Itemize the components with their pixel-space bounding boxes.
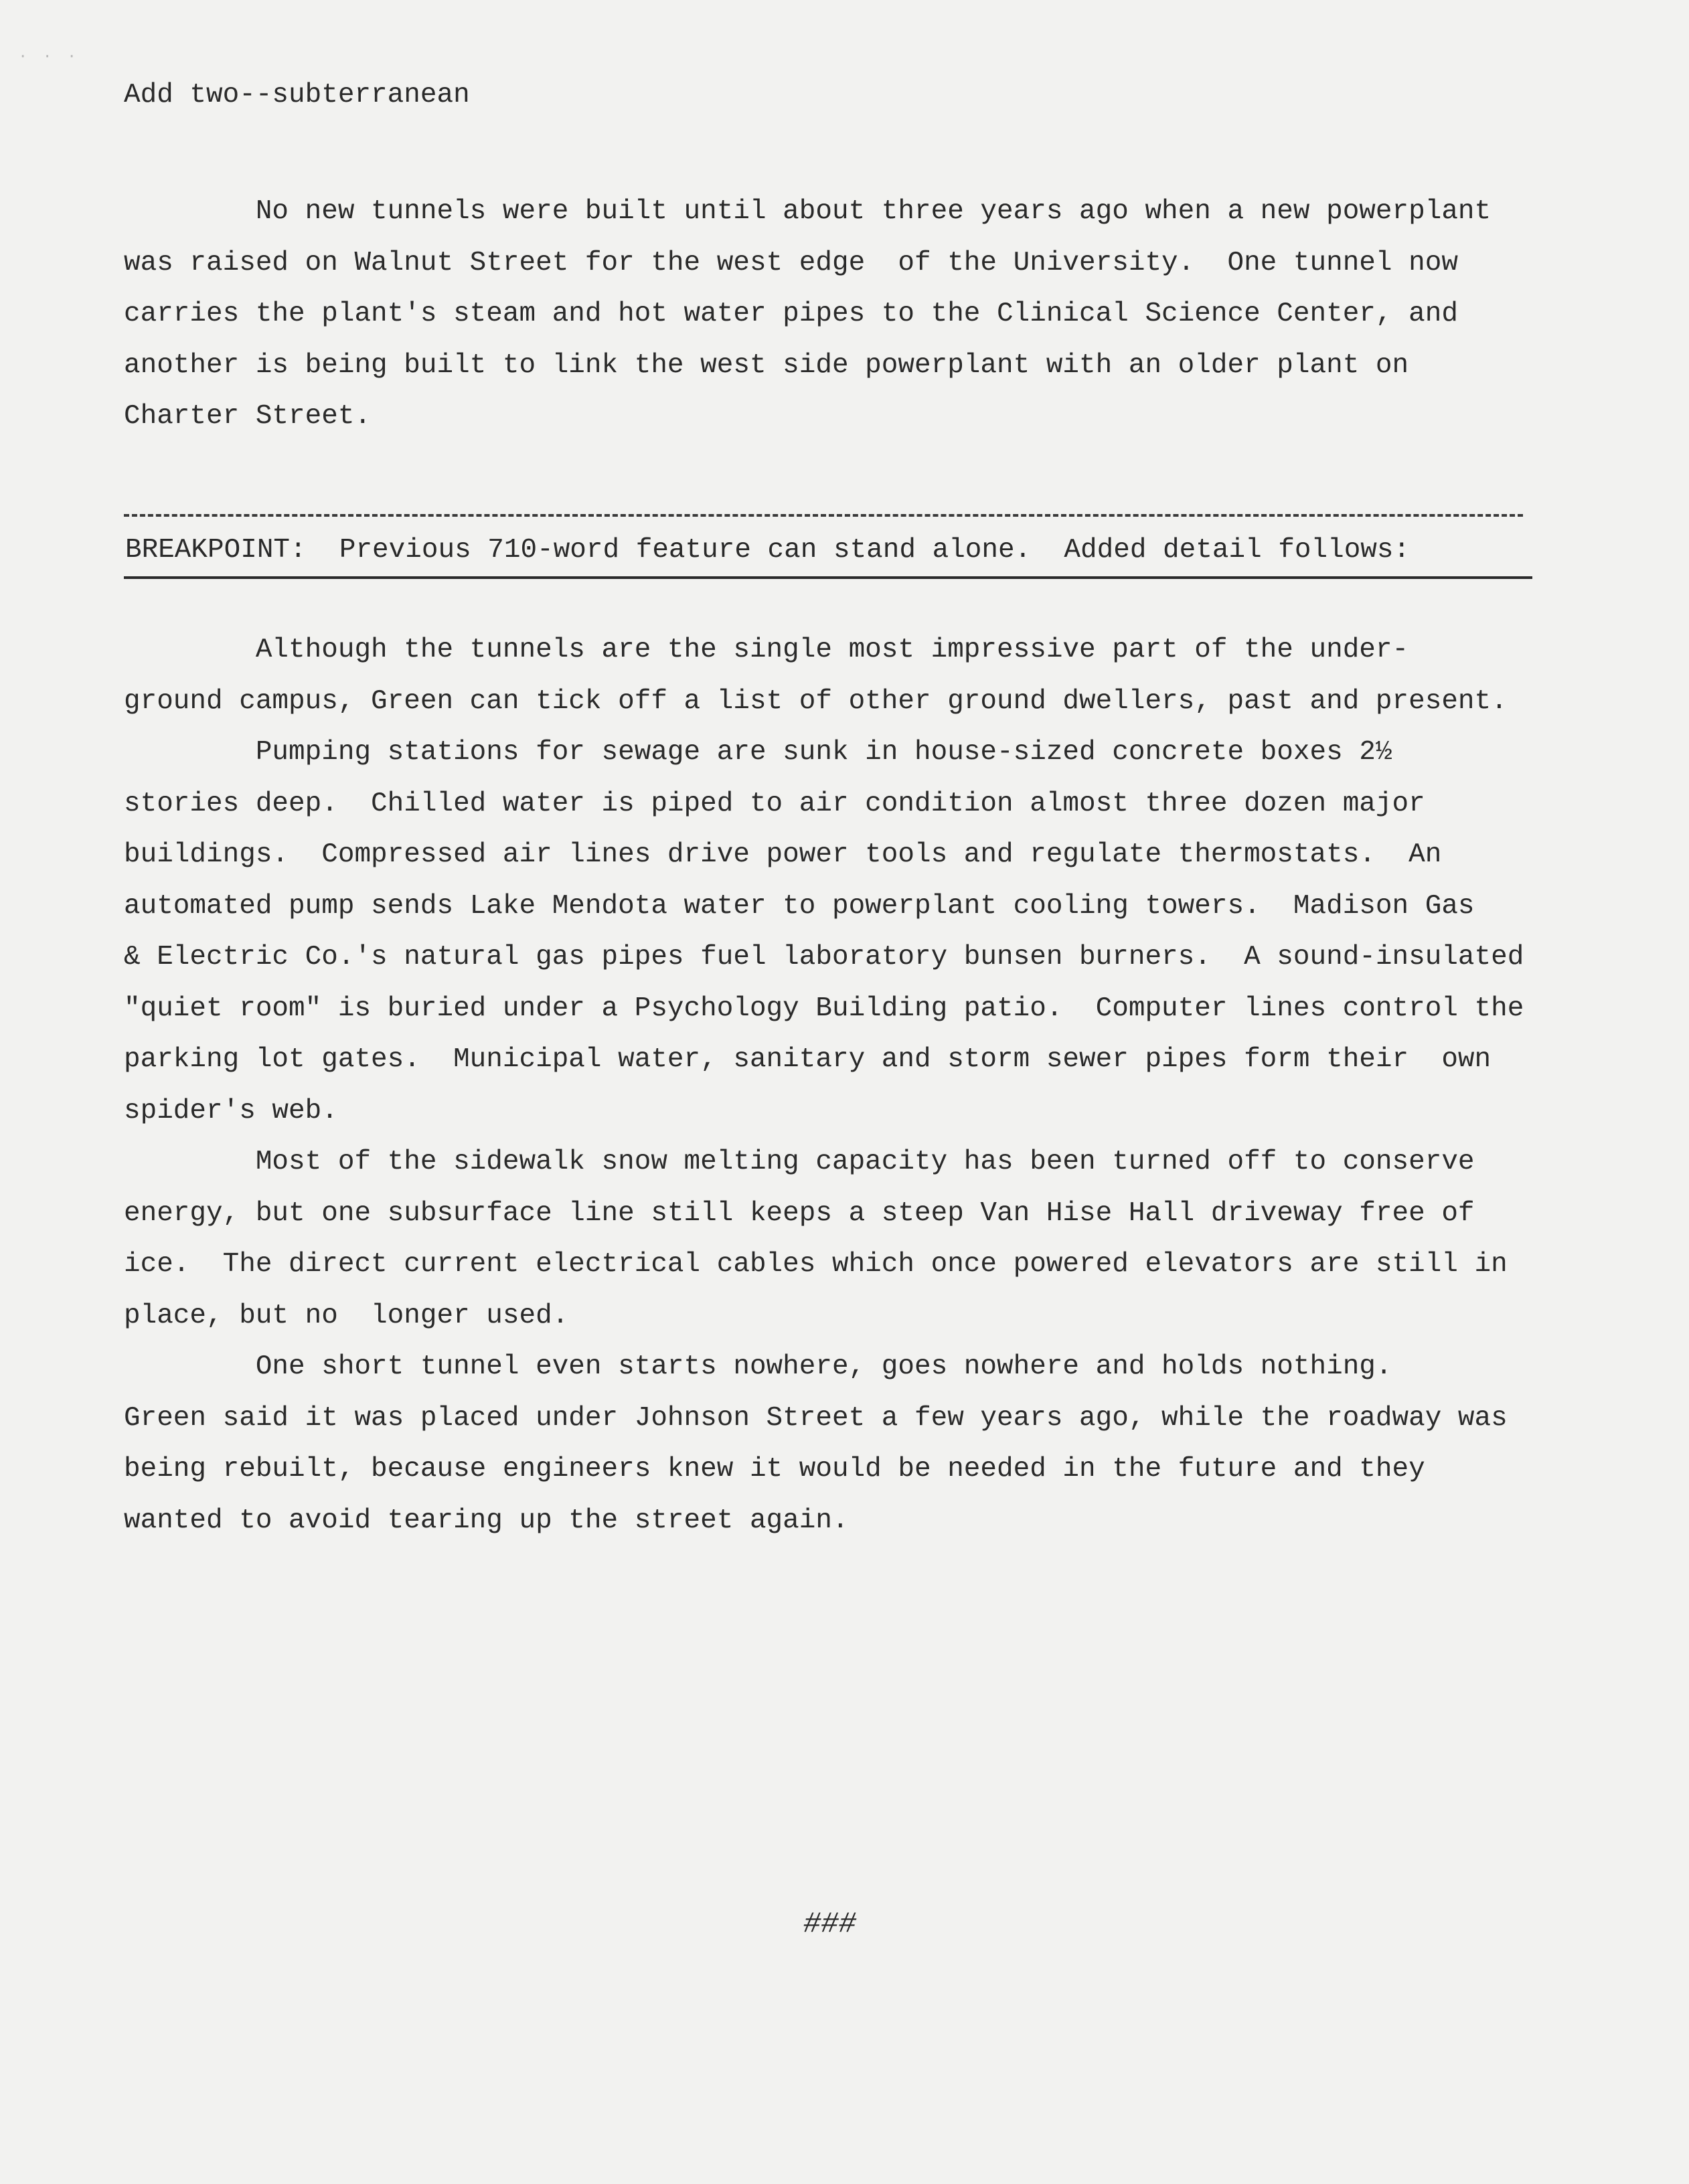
corner-mark: · · · bbox=[20, 47, 82, 67]
text-line: parking lot gates. Municipal water, sanitary and storm sewer pipes form their own bbox=[124, 1044, 1492, 1075]
paragraph-5 bbox=[124, 1341, 1543, 1546]
paragraph-1 bbox=[124, 186, 1543, 442]
text-line: ground campus, Green can tick off a list of other ground dwellers, past and present. bbox=[124, 685, 1508, 717]
text-line: wanted to avoid tearing up the street again. bbox=[124, 1505, 849, 1536]
text-line: Most of the sidewalk snow melting capacity has been turned off to conserve bbox=[124, 1147, 1475, 1177]
text-line: No new tunnels were built until about three years ago when a new powerplant bbox=[124, 196, 1492, 227]
text-line: was raised on Walnut Street for the west edge of the University. One tunnel now bbox=[124, 247, 1458, 278]
paragraph-2 bbox=[124, 624, 1543, 727]
text-line: energy, but one subsurface line still keeps a steep Van Hise Hall driveway free of bbox=[124, 1197, 1475, 1229]
dashed-divider bbox=[124, 514, 1523, 517]
paragraph-3 bbox=[124, 727, 1543, 1137]
text-line: being rebuilt, because engineers knew it would be needed in the future and they bbox=[124, 1454, 1425, 1485]
end-mark: ### bbox=[803, 1908, 857, 1941]
text-line: Although the tunnels are the single most impressive part of the under- bbox=[124, 635, 1409, 665]
text-line: One short tunnel even starts nowhere, goes nowhere and holds nothing. bbox=[124, 1351, 1392, 1382]
text-line: carries the plant's steam and hot water pipes to the Clinical Science Center, and bbox=[124, 299, 1458, 329]
text-line: & Electric Co.'s natural gas pipes fuel laboratory bunsen burners. A sound-insulated bbox=[124, 942, 1524, 973]
text-line: Green said it was placed under Johnson Street a few years ago, while the roadway was bbox=[124, 1402, 1508, 1434]
text-line: Charter Street. bbox=[124, 401, 372, 432]
text-line: "quiet room" is buried under a Psychology Building patio. Computer lines control the bbox=[124, 993, 1524, 1024]
text-line: automated pump sends Lake Mendota water to powerplant cooling towers. Madison Gas bbox=[124, 890, 1475, 922]
slug-line: Add two--subterranean bbox=[124, 80, 470, 110]
text-line: Pumping stations for sewage are sunk in house-sized concrete boxes 2½ bbox=[124, 737, 1392, 768]
solid-divider bbox=[124, 576, 1532, 579]
breakpoint-note: BREAKPOINT: Previous 710-word feature can stand alone. Added detail follows: bbox=[125, 535, 1411, 566]
text-line: another is being built to link the west side powerplant with an older plant on bbox=[124, 349, 1409, 381]
text-line: ice. The direct current electrical cables which once powered elevators are still in bbox=[124, 1249, 1508, 1280]
text-line: place, but no longer used. bbox=[124, 1300, 569, 1331]
text-line: spider's web. bbox=[124, 1095, 338, 1126]
text-line: buildings. Compressed air lines drive power tools and regulate thermostats. An bbox=[124, 839, 1442, 870]
paragraph-4 bbox=[124, 1137, 1543, 1341]
text-line: stories deep. Chilled water is piped to air condition almost three dozen major bbox=[124, 788, 1425, 819]
